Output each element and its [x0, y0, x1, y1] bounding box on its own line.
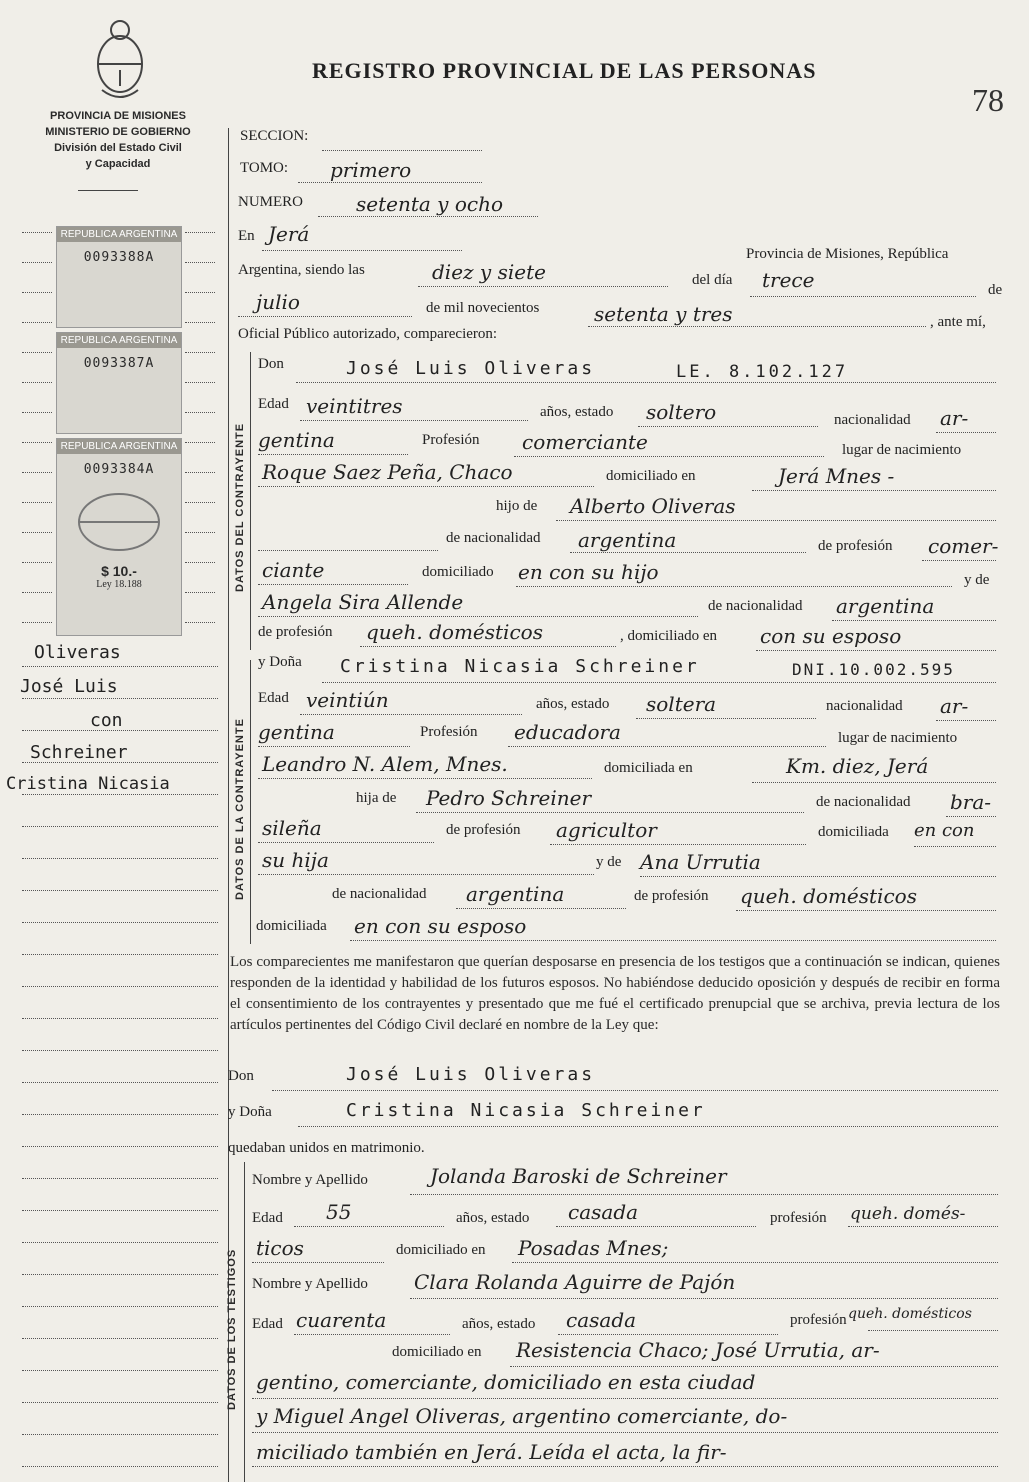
- section-rule: [244, 1162, 245, 1482]
- stamp-emblem-icon: [69, 487, 169, 557]
- lugar-nacimiento-label: lugar de nacimiento: [838, 730, 958, 746]
- declaration-paragraph: Los comparecientes me manifestaron que querían desposarse en presencia de los testigos que a continuación se indican, quienes responden de la identidad y habilidad de los futuros esposos. No habiéndose deducido oposición y después de recibir en forma el consentimiento de los contrayentes y presentado que me fué el certificado prenupcial que se archiva, previa lectura de los artículos pertinentes del Código Civil declaré en nombre de la Ley que:: [230, 954, 1000, 1033]
- don-label: Don: [258, 356, 284, 372]
- section-rule: [250, 352, 251, 650]
- witness2-name-label: Nombre y Apellido: [252, 1276, 368, 1292]
- hija-de-label: hija de: [356, 790, 397, 806]
- mother-profession-label: de profesión: [634, 888, 709, 904]
- section-label-contrayente-2: DATOS DE LA CONTRAYENTE: [234, 718, 246, 900]
- bride-mother: Ana Urrutia: [640, 850, 761, 874]
- witness2-name: Clara Rolanda Aguirre de Pajón: [414, 1270, 736, 1294]
- bride-name: Cristina Nicasia Schreiner: [340, 656, 700, 677]
- groom-document: LE. 8.102.127: [676, 362, 849, 382]
- stamp-number: 0093388A: [83, 250, 155, 265]
- witness2-years-label: años, estado: [462, 1316, 536, 1332]
- en-label: En: [238, 228, 255, 244]
- bride-profession: educadora: [514, 720, 621, 744]
- numero-label: NUMERO: [238, 194, 304, 210]
- edad-label: Edad: [258, 396, 289, 412]
- page-number: 78: [972, 82, 1004, 118]
- stamp-band: REPUBLICA ARGENTINA: [57, 227, 181, 242]
- margin-note: con: [90, 710, 123, 731]
- witness1-age-label: Edad: [252, 1210, 283, 1226]
- institution-line: PROVINCIA DE MISIONES: [50, 110, 186, 122]
- witness2-profession-label: profesión: [790, 1312, 847, 1328]
- father-domicile-part2: su hija: [262, 848, 329, 872]
- witness2-age: cuarenta: [296, 1308, 387, 1332]
- seccion-label: SECCION:: [240, 128, 309, 144]
- bride-father: Pedro Schreiner: [426, 786, 592, 810]
- anios-label: años, estado: [536, 696, 610, 712]
- groom-nationality-part2: gentina: [258, 428, 335, 452]
- ante-mi-text: , ante mí,: [930, 314, 986, 330]
- numero-value: setenta y ocho: [356, 192, 503, 216]
- de-label: de: [988, 282, 1003, 298]
- decl-dona-label: y Doña: [228, 1104, 272, 1120]
- father-nationality-part1: bra-: [950, 790, 992, 814]
- groom-mother: Angela Sira Allende: [262, 590, 464, 614]
- continuation-line: miciliado también en Jerá. Leída el acta, la fir-: [256, 1440, 727, 1464]
- witness1-domicile: Posadas Mnes;: [518, 1236, 669, 1260]
- groom-age: veintitres: [306, 394, 403, 418]
- continuation-line: y Miguel Angel Oliveras, argentino comerciante, do-: [256, 1404, 788, 1428]
- mother-nationality-label: de nacionalidad: [332, 886, 427, 902]
- witness1-name: Jolanda Baroski de Schreiner: [430, 1164, 727, 1188]
- argentina-text: Argentina, siendo las: [238, 262, 365, 278]
- father-nationality-part2: sileña: [262, 816, 322, 840]
- section-rule: [250, 660, 251, 944]
- y-de-label: y de: [596, 854, 622, 870]
- decl-groom-name: José Luis Oliveras: [346, 1064, 596, 1085]
- witness1-profession-label: profesión: [770, 1210, 827, 1226]
- provincia-text: Provincia de Misiones, República: [746, 246, 949, 262]
- father-profession-part2: ciante: [262, 558, 325, 582]
- mother-nationality: argentina: [466, 882, 565, 906]
- tax-stamp: [56, 332, 182, 434]
- groom-nationality-part1: ar-: [940, 406, 969, 430]
- father-profession-label: de profesión: [818, 538, 893, 554]
- anios-label: años, estado: [540, 404, 614, 420]
- tomo-value: primero: [330, 158, 412, 182]
- y-de-label: y de: [964, 572, 990, 588]
- profesion-label: Profesión: [420, 724, 478, 740]
- witness2-domicile: Resistencia Chaco; José Urrutia, ar-: [516, 1338, 880, 1362]
- father-nationality-label: de nacionalidad: [816, 794, 911, 810]
- stamp-number: 0093387A: [83, 356, 155, 371]
- nacionalidad-label: nacionalidad: [826, 698, 903, 714]
- divider: [78, 190, 138, 191]
- witness2-domicile-label: domiciliado en: [392, 1344, 482, 1360]
- groom-profession: comerciante: [522, 430, 648, 454]
- groom-domicile: Jerá Mnes -: [778, 464, 895, 488]
- decl-don-label: Don: [228, 1068, 254, 1084]
- mother-domicile-label: domiciliada: [256, 918, 327, 934]
- father-domicile-label: domiciliado: [422, 564, 494, 580]
- institution-line: MINISTERIO DE GOBIERNO: [45, 126, 191, 138]
- hora-value: diez y siete: [432, 260, 546, 284]
- profesion-label: Profesión: [422, 432, 480, 448]
- groom-name: José Luis Oliveras: [346, 358, 596, 379]
- anio-value: setenta y tres: [594, 302, 733, 326]
- margin-note: José Luis: [20, 676, 118, 697]
- stamp-value: $ 10.-: [101, 563, 137, 579]
- father-profession-label: de profesión: [446, 822, 521, 838]
- witness2-profession: queh. domésticos: [848, 1306, 972, 1322]
- hijo-de-label: hijo de: [496, 498, 538, 514]
- tax-stamp: [56, 226, 182, 328]
- father-profession: agricultor: [556, 818, 657, 842]
- domiciliado-label: domiciliado en: [606, 468, 696, 484]
- domiciliada-label: domiciliada en: [604, 760, 693, 776]
- oficial-text: Oficial Público autorizado, comparecieron:: [238, 326, 498, 342]
- witness1-status: casada: [568, 1200, 639, 1224]
- bride-age: veintiún: [306, 688, 389, 712]
- father-nationality: argentina: [578, 528, 677, 552]
- decl-bride-name: Cristina Nicasia Schreiner: [346, 1100, 706, 1121]
- witness2-status: casada: [566, 1308, 637, 1332]
- mother-profession-label: de profesión: [258, 624, 333, 640]
- mother-nationality-label: de nacionalidad: [708, 598, 803, 614]
- institution-block: [18, 108, 218, 172]
- margin-note: Schreiner: [30, 742, 128, 763]
- witness2-age-label: Edad: [252, 1316, 283, 1332]
- witness1-years-label: años, estado: [456, 1210, 530, 1226]
- bride-document: DNI.10.002.595: [792, 660, 955, 679]
- margin-note: Oliveras: [34, 642, 121, 663]
- institution-line: División del Estado Civil: [54, 142, 182, 154]
- mother-domicile-label: , domiciliado en: [620, 628, 718, 644]
- document-title: REGISTRO PROVINCIAL DE LAS PERSONAS: [312, 58, 817, 83]
- bride-domicile: Km. diez, Jerá: [786, 754, 929, 778]
- dona-label: y Doña: [258, 654, 302, 670]
- father-profession-part1: comer-: [928, 534, 999, 558]
- dia-value: trece: [762, 268, 815, 292]
- decl-closing: quedaban unidos en matrimonio.: [228, 1140, 425, 1156]
- section-label-contrayente: DATOS DEL CONTRAYENTE: [234, 422, 246, 592]
- witness1-profession-part2: ticos: [256, 1236, 304, 1260]
- mother-domicile: con su esposo: [760, 624, 902, 648]
- father-domicile: en con su hijo: [518, 560, 659, 584]
- father-domicile-part1: en con: [914, 820, 975, 841]
- mother-nationality: argentina: [836, 594, 935, 618]
- witness1-age: 55: [326, 1200, 352, 1224]
- mil-label: de mil novecientos: [426, 300, 540, 316]
- groom-birthplace: Roque Saez Peña, Chaco: [262, 460, 513, 484]
- bride-nationality-part1: ar-: [940, 694, 969, 718]
- nacionalidad-label: nacionalidad: [834, 412, 911, 428]
- mother-profession: queh. domésticos: [740, 884, 917, 908]
- tax-stamp: [56, 438, 182, 636]
- bride-birthplace: Leandro N. Alem, Mnes.: [262, 752, 508, 776]
- mother-profession: queh. domésticos: [366, 620, 543, 644]
- groom-father: Alberto Oliveras: [570, 494, 736, 518]
- mes-value: julio: [256, 290, 300, 314]
- stamp-number: 0093384A: [83, 462, 155, 477]
- stamp-law: Ley 18.188: [96, 579, 142, 590]
- lugar-nacimiento-label: lugar de nacimiento: [842, 442, 962, 458]
- witness1-profession-part1: queh. domés-: [850, 1204, 966, 1224]
- section-label-testigos: DATOS DE LOS TESTIGOS: [226, 1248, 238, 1410]
- stamp-band: REPUBLICA ARGENTINA: [57, 439, 181, 454]
- coat-of-arms-icon: [88, 18, 152, 100]
- witness1-domicile-label: domiciliado en: [396, 1242, 486, 1258]
- edad-label: Edad: [258, 690, 289, 706]
- mother-domicile: en con su esposo: [354, 914, 527, 938]
- bride-status: soltera: [646, 692, 717, 716]
- continuation-line: gentino, comerciante, domiciliado en esta ciudad: [256, 1370, 756, 1394]
- father-domicile-label: domiciliada: [818, 824, 889, 840]
- witness1-name-label: Nombre y Apellido: [252, 1172, 368, 1188]
- groom-status: soltero: [646, 400, 717, 424]
- father-nationality-label: de nacionalidad: [446, 530, 541, 546]
- institution-line: y Capacidad: [85, 158, 151, 170]
- del-dia-label: del día: [692, 272, 733, 288]
- stamp-band: REPUBLICA ARGENTINA: [57, 333, 181, 348]
- bride-nationality-part2: gentina: [258, 720, 335, 744]
- en-value: Jerá: [268, 222, 310, 246]
- margin-note: Cristina Nicasia: [6, 774, 170, 794]
- tomo-label: TOMO:: [240, 160, 289, 176]
